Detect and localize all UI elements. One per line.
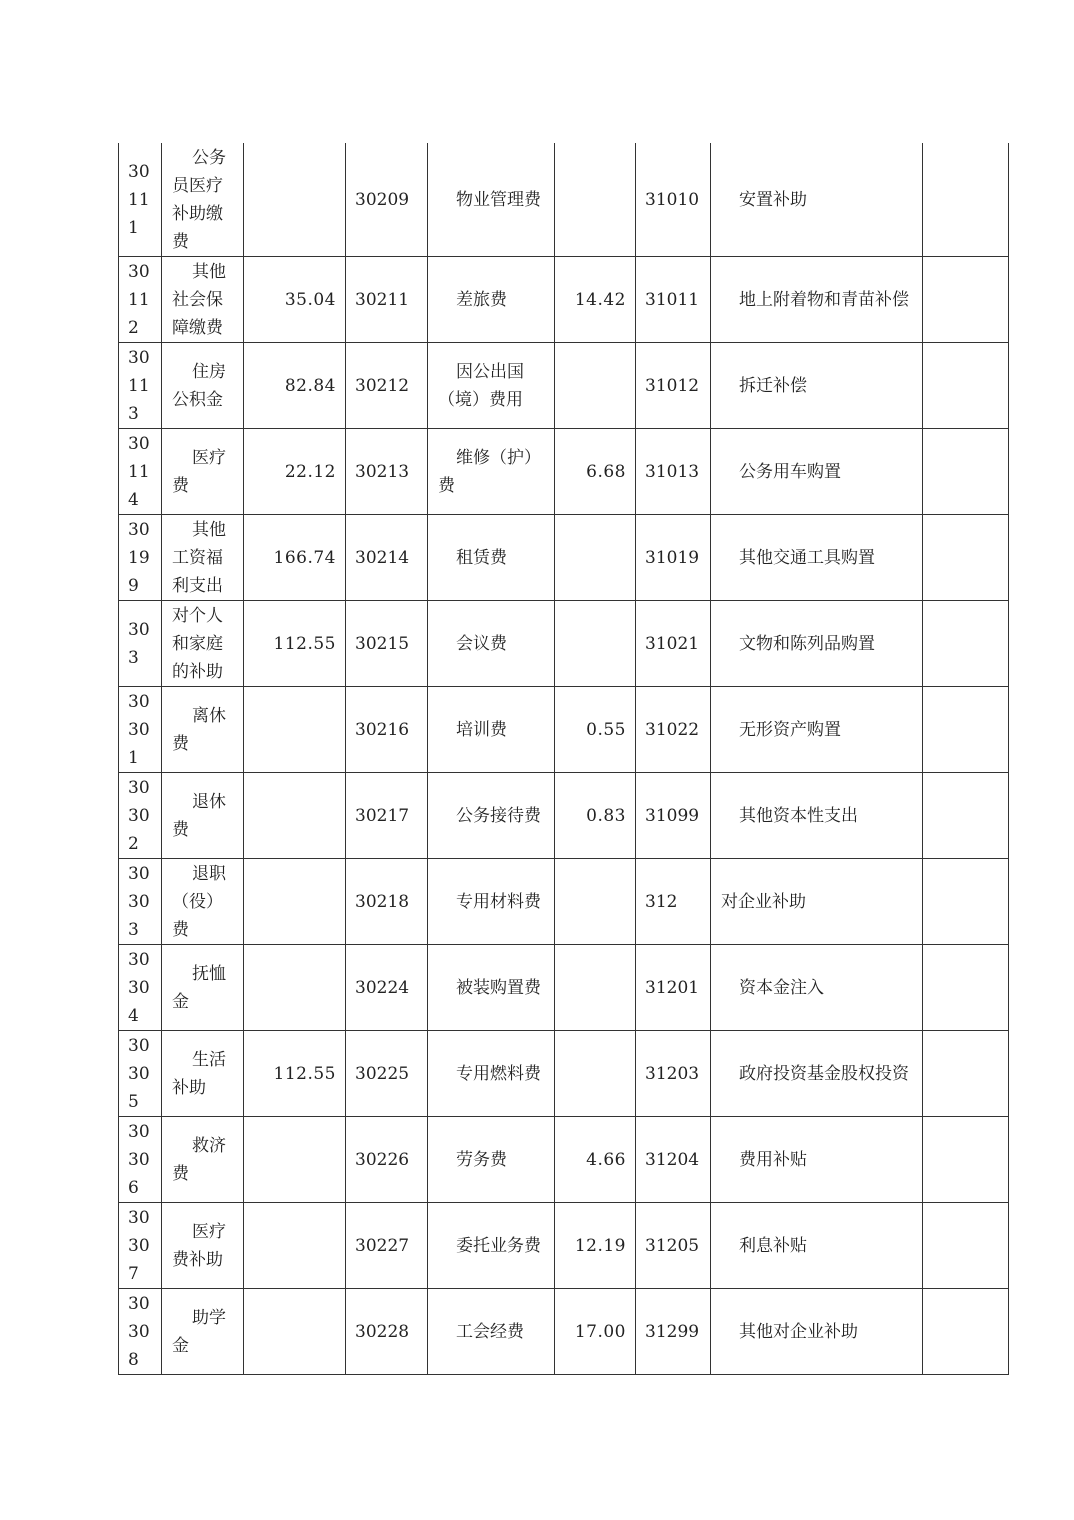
table-row bbox=[119, 515, 1009, 601]
subject-name-cell: 医疗费 bbox=[162, 429, 244, 515]
amount-cell bbox=[244, 687, 346, 773]
amount-cell bbox=[555, 143, 636, 257]
subject-name-cell: 抚恤金 bbox=[162, 945, 244, 1031]
amount-cell bbox=[555, 859, 636, 945]
subject-code-cell: 31205 bbox=[636, 1203, 711, 1289]
subject-name-cell: 其他社会保障缴费 bbox=[162, 257, 244, 343]
table-row bbox=[119, 1117, 1009, 1203]
subject-code-cell: 31019 bbox=[636, 515, 711, 601]
subject-code-cell: 31099 bbox=[636, 773, 711, 859]
subject-name-cell: 公务员医疗补助缴费 bbox=[162, 143, 244, 257]
subject-code-cell: 30302 bbox=[119, 773, 162, 859]
subject-code-cell: 30225 bbox=[346, 1031, 428, 1117]
subject-name-cell: 差旅费 bbox=[428, 257, 555, 343]
subject-code-cell: 30224 bbox=[346, 945, 428, 1031]
amount-cell: 35.04 bbox=[244, 257, 346, 343]
subject-code-cell: 30305 bbox=[119, 1031, 162, 1117]
subject-name-cell: 专用材料费 bbox=[428, 859, 555, 945]
table-row bbox=[119, 1203, 1009, 1289]
amount-cell: 12.19 bbox=[555, 1203, 636, 1289]
subject-code-cell: 30218 bbox=[346, 859, 428, 945]
subject-code-cell: 31201 bbox=[636, 945, 711, 1031]
subject-name-cell: 安置补助 bbox=[711, 143, 923, 257]
subject-code-cell: 30113 bbox=[119, 343, 162, 429]
subject-name-cell: 培训费 bbox=[428, 687, 555, 773]
subject-name-cell: 公务接待费 bbox=[428, 773, 555, 859]
subject-name-cell: 文物和陈列品购置 bbox=[711, 601, 923, 687]
table-row bbox=[119, 1031, 1009, 1117]
subject-code-cell: 30213 bbox=[346, 429, 428, 515]
subject-code-cell: 31021 bbox=[636, 601, 711, 687]
amount-cell: 0.83 bbox=[555, 773, 636, 859]
subject-code-cell: 31204 bbox=[636, 1117, 711, 1203]
subject-code-cell: 30112 bbox=[119, 257, 162, 343]
subject-name-cell: 劳务费 bbox=[428, 1117, 555, 1203]
table-row bbox=[119, 687, 1009, 773]
subject-name-cell: 其他对企业补助 bbox=[711, 1289, 923, 1375]
subject-name-cell: 救济费 bbox=[162, 1117, 244, 1203]
subject-code-cell: 30301 bbox=[119, 687, 162, 773]
subject-code-cell: 303 bbox=[119, 601, 162, 687]
subject-name-cell: 地上附着物和青苗补偿 bbox=[711, 257, 923, 343]
subject-name-cell: 生活补助 bbox=[162, 1031, 244, 1117]
amount-cell bbox=[923, 859, 1009, 945]
subject-name-cell: 其他交通工具购置 bbox=[711, 515, 923, 601]
subject-name-cell: 委托业务费 bbox=[428, 1203, 555, 1289]
subject-name-cell: 其他工资福利支出 bbox=[162, 515, 244, 601]
subject-name-cell: 无形资产购置 bbox=[711, 687, 923, 773]
subject-code-cell: 30114 bbox=[119, 429, 162, 515]
amount-cell: 112.55 bbox=[244, 601, 346, 687]
subject-code-cell: 30212 bbox=[346, 343, 428, 429]
subject-code-cell: 30209 bbox=[346, 143, 428, 257]
subject-name-cell: 离休费 bbox=[162, 687, 244, 773]
table-row bbox=[119, 343, 1009, 429]
subject-code-cell: 30303 bbox=[119, 859, 162, 945]
amount-cell bbox=[923, 945, 1009, 1031]
amount-cell: 166.74 bbox=[244, 515, 346, 601]
amount-cell bbox=[555, 515, 636, 601]
subject-code-cell: 30308 bbox=[119, 1289, 162, 1375]
amount-cell bbox=[555, 1031, 636, 1117]
table-row bbox=[119, 773, 1009, 859]
subject-name-cell: 租赁费 bbox=[428, 515, 555, 601]
subject-name-cell: 对个人和家庭的补助 bbox=[162, 601, 244, 687]
subject-name-cell: 专用燃料费 bbox=[428, 1031, 555, 1117]
table-row bbox=[119, 601, 1009, 687]
subject-code-cell: 30216 bbox=[346, 687, 428, 773]
table-row bbox=[119, 257, 1009, 343]
amount-cell: 17.00 bbox=[555, 1289, 636, 1375]
subject-code-cell: 30111 bbox=[119, 143, 162, 257]
subject-name-cell: 对企业补助 bbox=[711, 859, 923, 945]
subject-name-cell: 被装购置费 bbox=[428, 945, 555, 1031]
amount-cell bbox=[923, 687, 1009, 773]
amount-cell bbox=[923, 601, 1009, 687]
subject-name-cell: 公务用车购置 bbox=[711, 429, 923, 515]
subject-code-cell: 30214 bbox=[346, 515, 428, 601]
amount-cell bbox=[244, 143, 346, 257]
subject-name-cell: 资本金注入 bbox=[711, 945, 923, 1031]
subject-code-cell: 31203 bbox=[636, 1031, 711, 1117]
subject-code-cell: 31013 bbox=[636, 429, 711, 515]
amount-cell bbox=[244, 859, 346, 945]
subject-name-cell: 退休费 bbox=[162, 773, 244, 859]
amount-cell: 82.84 bbox=[244, 343, 346, 429]
amount-cell: 112.55 bbox=[244, 1031, 346, 1117]
subject-code-cell: 30228 bbox=[346, 1289, 428, 1375]
amount-cell bbox=[244, 1203, 346, 1289]
table-row bbox=[119, 1289, 1009, 1375]
subject-name-cell: 其他资本性支出 bbox=[711, 773, 923, 859]
subject-name-cell: 助学金 bbox=[162, 1289, 244, 1375]
table-row bbox=[119, 143, 1009, 257]
amount-cell bbox=[923, 515, 1009, 601]
subject-name-cell: 费用补贴 bbox=[711, 1117, 923, 1203]
subject-code-cell: 31012 bbox=[636, 343, 711, 429]
amount-cell bbox=[244, 773, 346, 859]
amount-cell: 0.55 bbox=[555, 687, 636, 773]
amount-cell bbox=[923, 773, 1009, 859]
subject-name-cell: 会议费 bbox=[428, 601, 555, 687]
subject-code-cell: 31010 bbox=[636, 143, 711, 257]
amount-cell: 22.12 bbox=[244, 429, 346, 515]
amount-cell bbox=[923, 1031, 1009, 1117]
subject-code-cell: 31011 bbox=[636, 257, 711, 343]
subject-name-cell: 政府投资基金股权投资 bbox=[711, 1031, 923, 1117]
amount-cell: 4.66 bbox=[555, 1117, 636, 1203]
subject-code-cell: 30227 bbox=[346, 1203, 428, 1289]
amount-cell bbox=[923, 1117, 1009, 1203]
table-row bbox=[119, 859, 1009, 945]
subject-code-cell: 30199 bbox=[119, 515, 162, 601]
amount-cell bbox=[923, 429, 1009, 515]
subject-code-cell: 30226 bbox=[346, 1117, 428, 1203]
subject-name-cell: 工会经费 bbox=[428, 1289, 555, 1375]
subject-name-cell: 住房公积金 bbox=[162, 343, 244, 429]
subject-code-cell: 31022 bbox=[636, 687, 711, 773]
subject-name-cell: 因公出国（境）费用 bbox=[428, 343, 555, 429]
amount-cell: 6.68 bbox=[555, 429, 636, 515]
amount-cell bbox=[555, 343, 636, 429]
amount-cell bbox=[244, 1289, 346, 1375]
subject-code-cell: 30307 bbox=[119, 1203, 162, 1289]
amount-cell bbox=[244, 1117, 346, 1203]
subject-code-cell: 30306 bbox=[119, 1117, 162, 1203]
subject-name-cell: 利息补贴 bbox=[711, 1203, 923, 1289]
amount-cell bbox=[555, 945, 636, 1031]
amount-cell bbox=[923, 143, 1009, 257]
amount-cell bbox=[923, 343, 1009, 429]
subject-code-cell: 312 bbox=[636, 859, 711, 945]
table-row bbox=[119, 429, 1009, 515]
subject-name-cell: 医疗费补助 bbox=[162, 1203, 244, 1289]
subject-name-cell: 退职（役）费 bbox=[162, 859, 244, 945]
amount-cell: 14.42 bbox=[555, 257, 636, 343]
subject-code-cell: 30217 bbox=[346, 773, 428, 859]
subject-name-cell: 拆迁补偿 bbox=[711, 343, 923, 429]
amount-cell bbox=[555, 601, 636, 687]
subject-name-cell: 维修（护）费 bbox=[428, 429, 555, 515]
expenditure-table bbox=[118, 143, 1009, 1375]
subject-code-cell: 31299 bbox=[636, 1289, 711, 1375]
amount-cell bbox=[923, 1203, 1009, 1289]
amount-cell bbox=[923, 1289, 1009, 1375]
amount-cell bbox=[923, 257, 1009, 343]
table-row bbox=[119, 945, 1009, 1031]
amount-cell bbox=[244, 945, 346, 1031]
subject-code-cell: 30215 bbox=[346, 601, 428, 687]
subject-code-cell: 30304 bbox=[119, 945, 162, 1031]
subject-name-cell: 物业管理费 bbox=[428, 143, 555, 257]
subject-code-cell: 30211 bbox=[346, 257, 428, 343]
